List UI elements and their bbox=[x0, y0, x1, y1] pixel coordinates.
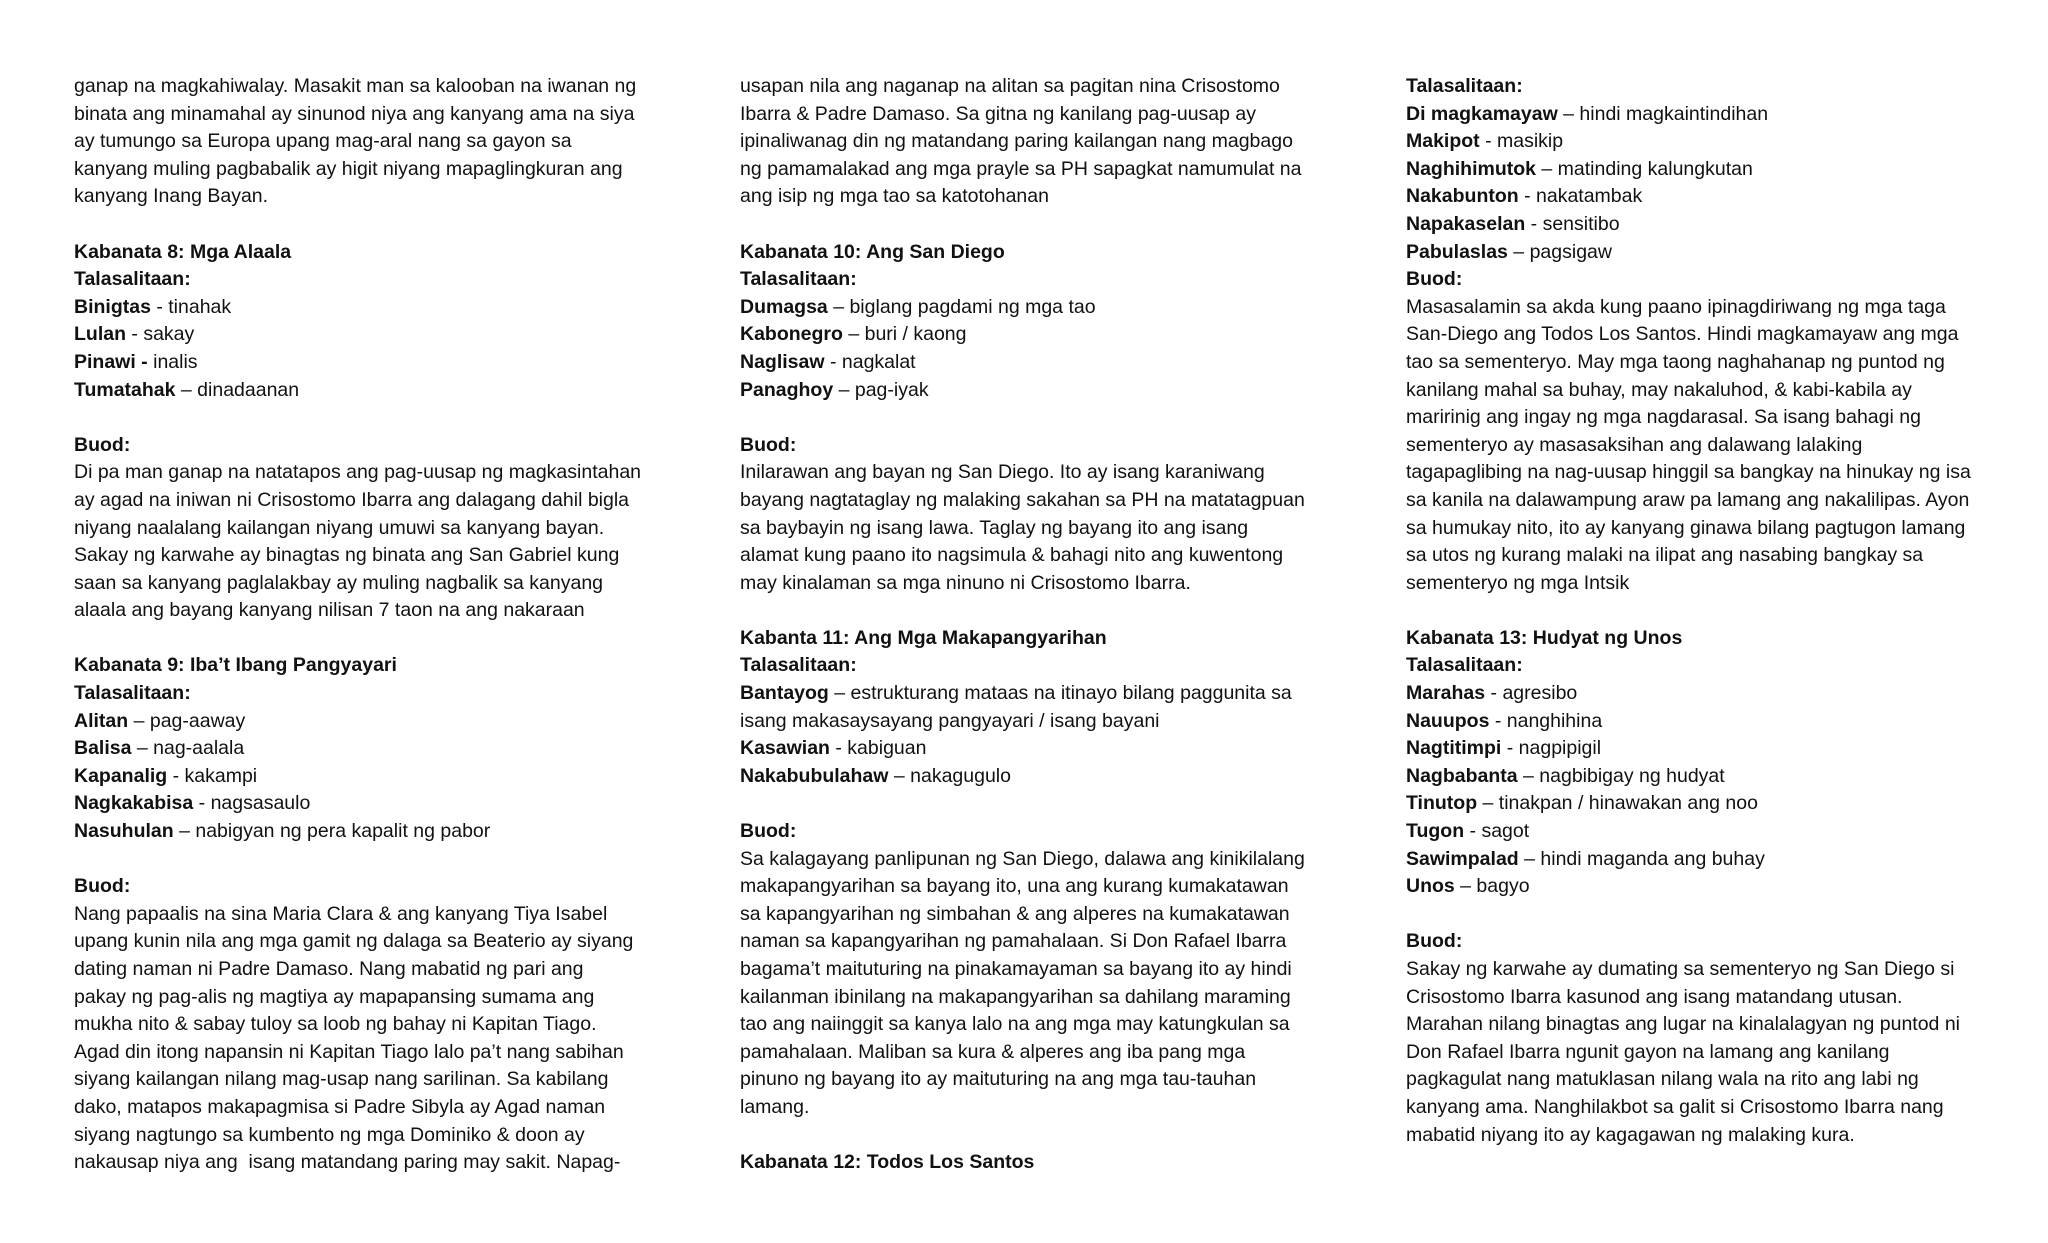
section-heading: Talasalitaan: bbox=[740, 268, 857, 291]
paragraph-line: kanyang ama. Nanghilakbot sa galit si Crisostomo Ibarra nang bbox=[1406, 1095, 1944, 1118]
paragraph-line: dako, matapos makapagmisa si Padre Sibyla ay Agad naman bbox=[74, 1095, 606, 1118]
paragraph-line: sa baybayin ng isang lawa. Taglay ng bayang ito ang isang bbox=[740, 516, 1249, 539]
summary-paragraph bbox=[1406, 956, 2014, 1149]
section-heading: Kabanta 11: Ang Mga Makapangyarihan bbox=[740, 626, 1107, 649]
vocabulary-definition: – matinding kalungkutan bbox=[1536, 157, 1753, 180]
section-heading: Buod: bbox=[74, 433, 131, 456]
paragraph-line: sa kapangyarihan ng simbahan & ang alperes na kumakatawan bbox=[740, 902, 1290, 925]
vocabulary-entry bbox=[740, 294, 1348, 322]
summary-paragraph bbox=[74, 901, 682, 1177]
vocabulary-definition: – pagsigaw bbox=[1507, 240, 1612, 263]
paragraph-line: kanilang mahal sa buhay, may nakaluhod, & kabi-kabila ay bbox=[1406, 378, 1912, 401]
vocabulary-entry bbox=[740, 349, 1348, 377]
vocabulary-definition: - sensitibo bbox=[1525, 212, 1620, 235]
vocabulary-term: Dumagsa bbox=[740, 295, 828, 318]
paragraph-line: Inilarawan ang bayan ng San Diego. Ito ay isang karaniwang bbox=[740, 461, 1265, 484]
paragraph-line: kanyang muling pagbabalik ay higit niyang mapaglingkuran ang bbox=[74, 157, 623, 180]
vocabulary-term: Nagbabanta bbox=[1406, 764, 1518, 787]
vocabulary-definition: - sagot bbox=[1464, 820, 1530, 843]
vocabulary-term: Pabulaslas bbox=[1406, 240, 1508, 263]
vocabulary-term: Nagkakabisa bbox=[74, 792, 194, 815]
summary-paragraph bbox=[74, 459, 682, 625]
paragraph-line: sementeryo ay masasaksihan ang dalawang lalaking bbox=[1406, 433, 1863, 456]
vocabulary-entry bbox=[1406, 680, 2014, 708]
paragraph-line: tao sa sementeryo. May mga taong naghahanap ng puntod ng bbox=[1406, 350, 1945, 373]
paragraph-line: Don Rafael Ibarra ngunit gayon na lamang ang kanilang bbox=[1406, 1040, 1890, 1063]
paragraph-line: niyang naalalang kailangan niyang umuwi sa kanyang bayan. bbox=[74, 516, 605, 539]
vocabulary-entry bbox=[1406, 818, 2014, 846]
section-heading: Kabanata 9: Iba’t Ibang Pangyayari bbox=[74, 654, 397, 677]
summary-paragraph bbox=[740, 459, 1348, 597]
vocabulary-term: Nasuhulan bbox=[74, 820, 174, 843]
vocabulary-definition: – pag-aaway bbox=[128, 709, 246, 732]
vocabulary-term: Lulan bbox=[74, 323, 126, 346]
definition-continuation: isang makasaysayang pangyayari / isang bayani bbox=[740, 709, 1160, 732]
paragraph-line: pagkagulat nang matuklasan nilang wala na rito ang labi ng bbox=[1406, 1068, 1919, 1091]
paragraph-spacer bbox=[74, 625, 682, 653]
paragraph-line: dating naman ni Padre Damaso. Nang mabatid ng pari ang bbox=[74, 958, 584, 980]
paragraph-line: sementeryo ng mga Intsik bbox=[1406, 571, 1630, 594]
vocabulary-entry bbox=[74, 294, 682, 322]
paragraph-line: kanyang Inang Bayan. bbox=[74, 185, 269, 208]
section-heading: Talasalitaan: bbox=[74, 268, 191, 291]
vocabulary-definition: – estrukturang mataas na itinayo bilang paggunita sa bbox=[828, 682, 1292, 705]
section-heading: Buod: bbox=[1406, 930, 1463, 953]
paragraph-line: Crisostomo Ibarra kasunod ang isang matandang utusan. bbox=[1406, 985, 1903, 1008]
vocabulary-term: Nakabunton bbox=[1406, 185, 1519, 208]
paragraph-line: Sakay ng karwahe ay dumating sa sementeryo ng San Diego si bbox=[1406, 958, 1955, 980]
vocabulary-entry bbox=[74, 708, 682, 736]
vocabulary-term: Panaghoy bbox=[740, 378, 834, 401]
paragraph-line: Marahan nilang binagtas ang lugar na kinalalagyan ng puntod ni bbox=[1406, 1013, 1960, 1036]
paragraph-spacer bbox=[740, 597, 1348, 625]
paragraph-line: ay tumungo sa Europa upang mag-aral nang sa gayon sa bbox=[74, 130, 572, 153]
vocabulary-term: Kasawian bbox=[740, 737, 830, 760]
vocabulary-term: Pinawi - bbox=[74, 350, 148, 373]
vocabulary-term: Unos bbox=[1406, 875, 1455, 898]
paragraph-line: may kinalaman sa mga ninuno ni Crisostomo Ibarra. bbox=[740, 571, 1191, 594]
vocabulary-term: Nauupos bbox=[1406, 709, 1490, 732]
vocabulary-term: Binigtas bbox=[74, 295, 151, 318]
vocabulary-term: Di magkamayaw bbox=[1406, 102, 1558, 125]
paragraph-line: upang kunin nila ang mga gamit ng dalaga sa Beaterio ay siyang bbox=[74, 930, 634, 953]
vocabulary-term: Nakabubulahaw bbox=[740, 764, 889, 787]
vocabulary-entry bbox=[1406, 763, 2014, 791]
paragraph-line: tao ang naiinggit sa kanya lalo na ang mga may katungkulan sa bbox=[740, 1013, 1290, 1036]
vocabulary-entry bbox=[740, 321, 1348, 349]
vocabulary-entry bbox=[74, 349, 682, 377]
paragraph-line: sa humukay nito, ito ay kanyang ginawa bilang pagtugon lamang bbox=[1406, 516, 1966, 539]
vocabulary-term: Kapanalig bbox=[74, 764, 168, 787]
vocabulary-definition: - nagkalat bbox=[824, 350, 916, 373]
paragraph-line: kailanman ibinilang na makapangyarihan sa dahilang maraming bbox=[740, 985, 1291, 1008]
vocabulary-definition: - tinahak bbox=[150, 295, 232, 318]
paragraph-spacer bbox=[1406, 901, 2014, 929]
vocabulary-term: Napakaselan bbox=[1406, 212, 1526, 235]
paragraph-line: pamahalaan. Maliban sa kura & alperes ang iba pang mga bbox=[740, 1040, 1246, 1063]
paragraph-line: ng pamamalakad ang mga prayle sa PH sapagkat namumulat na bbox=[740, 157, 1302, 180]
vocabulary-definition: - sakay bbox=[126, 323, 195, 346]
paragraph-line: nakausap niya ang isang matandang paring may sakit. Napag- bbox=[74, 1151, 621, 1174]
paragraph-line: saan sa kanyang paglalakbay ay muling nagbalik sa kanyang bbox=[74, 571, 604, 594]
section-heading: Buod: bbox=[740, 433, 797, 456]
vocabulary-entry bbox=[1406, 183, 2014, 211]
vocabulary-definition: – nag-aalala bbox=[131, 737, 245, 760]
vocabulary-entry bbox=[1406, 708, 2014, 736]
paragraph-spacer bbox=[74, 211, 682, 239]
vocabulary-term: Balisa bbox=[74, 737, 132, 760]
paragraph-line: Nang papaalis na sina Maria Clara & ang kanyang Tiya Isabel bbox=[74, 902, 608, 925]
vocabulary-entry bbox=[740, 763, 1348, 791]
section-heading: Talasalitaan: bbox=[74, 682, 191, 705]
paragraph-line: naman sa kapangyarihan ng pamahalaan. Si Don Rafael Ibarra bbox=[740, 930, 1287, 953]
paragraph-line: bayang nagtataglay ng malaking sakahan sa PH na matatagpuan bbox=[740, 488, 1305, 511]
paragraph-line: ang isip ng mga tao sa katotohanan bbox=[740, 185, 1049, 208]
paragraph-line: bagama’t maituturing na pinakamayaman sa bayang ito ay hindi bbox=[740, 958, 1292, 980]
vocabulary-definition: - agresibo bbox=[1485, 682, 1578, 705]
paragraph-line: mabatid niyang ito ay kagagawan ng malaking kura. bbox=[1406, 1123, 1855, 1146]
vocabulary-definition: – bagyo bbox=[1454, 875, 1530, 898]
paragraph-line: Sakay ng karwahe ay binagtas ng binata ang San Gabriel kung bbox=[74, 544, 620, 567]
vocabulary-term: Tinutop bbox=[1406, 792, 1478, 815]
vocabulary-entry bbox=[1406, 790, 2014, 818]
vocabulary-entry bbox=[740, 377, 1348, 405]
paragraph-line: mukha nito & sabay tuloy sa loob ng bahay ni Kapitan Tiago. bbox=[74, 1013, 597, 1036]
vocabulary-definition: - masikip bbox=[1479, 130, 1564, 153]
summary-paragraph bbox=[1406, 294, 2014, 598]
vocabulary-definition: – hindi maganda ang buhay bbox=[1518, 847, 1765, 870]
column-middle bbox=[740, 73, 1348, 1177]
paragraph-spacer bbox=[74, 846, 682, 874]
vocabulary-entry bbox=[1406, 735, 2014, 763]
column-left bbox=[74, 73, 682, 1177]
vocabulary-definition: - kabiguan bbox=[829, 737, 927, 760]
vocabulary-definition: – biglang pagdami ng mga tao bbox=[827, 295, 1096, 318]
paragraph-line: Di pa man ganap na natatapos ang pag-uusap ng magkasintahan bbox=[74, 461, 642, 484]
vocabulary-entry bbox=[74, 818, 682, 846]
vocabulary-definition: - kakampi bbox=[167, 764, 258, 787]
paragraph-line: siyang nagtungo sa kumbento ng mga Dominiko & doon ay bbox=[74, 1123, 585, 1146]
vocabulary-term: Kabonegro bbox=[740, 323, 843, 346]
section-heading: Buod: bbox=[1406, 268, 1463, 291]
paragraph-line: sa kanila na dalawampung araw pa lamang ang nakalilipas. Ayon bbox=[1406, 488, 1970, 511]
vocabulary-definition: – nabigyan ng pera kapalit ng pabor bbox=[173, 820, 491, 843]
paragraph-line: ipinaliwanag din ng matandang paring kailangan nang magbago bbox=[740, 130, 1293, 153]
section-heading: Talasalitaan: bbox=[1406, 654, 1523, 677]
paragraph-line: Ibarra & Padre Damaso. Sa gitna ng kanilang pag-uusap ay bbox=[740, 102, 1256, 125]
vocabulary-definition: - nagpipigil bbox=[1501, 737, 1602, 760]
paragraph-line: Agad din itong napansin ni Kapitan Tiago lalo pa’t nang sabihan bbox=[74, 1040, 624, 1063]
vocabulary-term: Tumatahak bbox=[74, 378, 176, 401]
vocabulary-definition: - nagsasaulo bbox=[193, 792, 311, 815]
paragraph-line: siyang kailangan nilang mag-usap nang sarilinan. Sa kabilang bbox=[74, 1068, 609, 1091]
vocabulary-term: Marahas bbox=[1406, 682, 1486, 705]
paragraph-line: alamat kung paano ito nagsimula & bahagi nito ang kuwentong bbox=[740, 544, 1284, 567]
section-heading: Kabanata 8: Mga Alaala bbox=[74, 240, 292, 263]
paragraph-line: maririnig ang ingay ng mga nagdarasal. Sa isang bahagi ng bbox=[1406, 406, 1921, 429]
paragraph-line: pakay ng pag-alis ng magtiya ay mapapansing sumama ang bbox=[74, 985, 595, 1008]
paragraph-spacer bbox=[74, 404, 682, 432]
vocabulary-entry bbox=[1406, 101, 2014, 129]
paragraph-line: Sa kalagayang panlipunan ng San Diego, dalawa ang kinikilalang bbox=[740, 847, 1305, 870]
vocabulary-entry bbox=[74, 321, 682, 349]
paragraph-spacer bbox=[740, 404, 1348, 432]
section-heading: Kabanata 13: Hudyat ng Unos bbox=[1406, 626, 1683, 649]
vocabulary-definition: – pag-iyak bbox=[833, 378, 929, 401]
vocabulary-definition: – hindi magkaintindihan bbox=[1557, 102, 1769, 125]
vocabulary-definition: – buri / kaong bbox=[842, 323, 967, 346]
summary-paragraph bbox=[740, 846, 1348, 1122]
paragraph-line: sa utos ng kurang malaki na ilipat ang nasabing bangkay sa bbox=[1406, 544, 1924, 567]
vocabulary-term: Tugon bbox=[1406, 820, 1465, 843]
vocabulary-entry bbox=[74, 790, 682, 818]
vocabulary-entry bbox=[1406, 128, 2014, 156]
vocabulary-term: Makipot bbox=[1406, 130, 1480, 153]
vocabulary-entry bbox=[74, 735, 682, 763]
section-heading: Buod: bbox=[74, 875, 131, 898]
paragraph-line: San-Diego ang Todos Los Santos. Hindi magkamayaw ang mga bbox=[1406, 323, 1959, 346]
vocabulary-definition: - nanghihina bbox=[1489, 709, 1603, 732]
vocabulary-definition: – tinakpan / hinawakan ang noo bbox=[1477, 792, 1758, 815]
column-right bbox=[1406, 73, 2014, 1149]
vocabulary-entry bbox=[1406, 239, 2014, 267]
vocabulary-entry bbox=[1406, 156, 2014, 184]
paragraph-line: ay agad na iniwan ni Crisostomo Ibarra ang dalagang dahil bigla bbox=[74, 488, 630, 511]
paragraph-line: usapan nila ang naganap na alitan sa pagitan nina Crisostomo bbox=[740, 75, 1280, 97]
vocabulary-entry bbox=[74, 377, 682, 405]
section-heading: Talasalitaan: bbox=[740, 654, 857, 677]
vocabulary-term: Sawimpalad bbox=[1406, 847, 1519, 870]
paragraph-line: ganap na magkahiwalay. Masakit man sa kalooban na iwanan ng bbox=[74, 75, 637, 97]
vocabulary-term: Alitan bbox=[74, 709, 129, 732]
paragraph-spacer bbox=[1406, 597, 2014, 625]
paragraph-spacer bbox=[740, 1122, 1348, 1150]
vocabulary-term: Naglisaw bbox=[740, 350, 825, 373]
section-heading: Buod: bbox=[740, 820, 797, 843]
vocabulary-definition: - nakatambak bbox=[1518, 185, 1643, 208]
vocabulary-definition: inalis bbox=[147, 350, 198, 373]
paragraph-line: makapangyarihan sa bayang ito, una ang kurang kumakatawan bbox=[740, 875, 1289, 898]
vocabulary-term: Nagtitimpi bbox=[1406, 737, 1502, 760]
vocabulary-definition: – nakagugulo bbox=[888, 764, 1011, 787]
paragraph-spacer bbox=[740, 211, 1348, 239]
paragraph-line: lamang. bbox=[740, 1095, 810, 1118]
paragraph-line: alaala ang bayang kanyang nilisan 7 taon na ang nakaraan bbox=[74, 599, 585, 622]
section-heading: Talasalitaan: bbox=[1406, 75, 1523, 97]
vocabulary-entry bbox=[1406, 211, 2014, 239]
paragraph-line: pinuno ng bayang ito ay maituturing na ang mga tau-tauhan bbox=[740, 1068, 1257, 1091]
vocabulary-entry bbox=[740, 735, 1348, 763]
paragraph-line: tagapaglibing na nag-uusap hinggil sa bangkay na hinukay ng isa bbox=[1406, 461, 1971, 484]
paragraph-line: Masasalamin sa akda kung paano ipinagdiriwang ng mga taga bbox=[1406, 295, 1946, 318]
vocabulary-term: Bantayog bbox=[740, 682, 829, 705]
vocabulary-definition: – dinadaanan bbox=[175, 378, 300, 401]
vocabulary-entry bbox=[74, 763, 682, 791]
vocabulary-definition: – nagbibigay ng hudyat bbox=[1517, 764, 1725, 787]
section-heading: Kabanata 10: Ang San Diego bbox=[740, 240, 1005, 263]
summary-paragraph bbox=[74, 73, 682, 211]
summary-paragraph bbox=[740, 73, 1348, 211]
paragraph-line: binata ang minamahal ay sinunod niya ang kanyang ama na siya bbox=[74, 102, 635, 125]
vocabulary-entry bbox=[740, 680, 1348, 708]
section-heading: Kabanata 12: Todos Los Santos bbox=[740, 1151, 1035, 1174]
vocabulary-entry bbox=[1406, 873, 2014, 901]
paragraph-spacer bbox=[740, 790, 1348, 818]
vocabulary-term: Naghihimutok bbox=[1406, 157, 1536, 180]
vocabulary-entry bbox=[1406, 846, 2014, 874]
